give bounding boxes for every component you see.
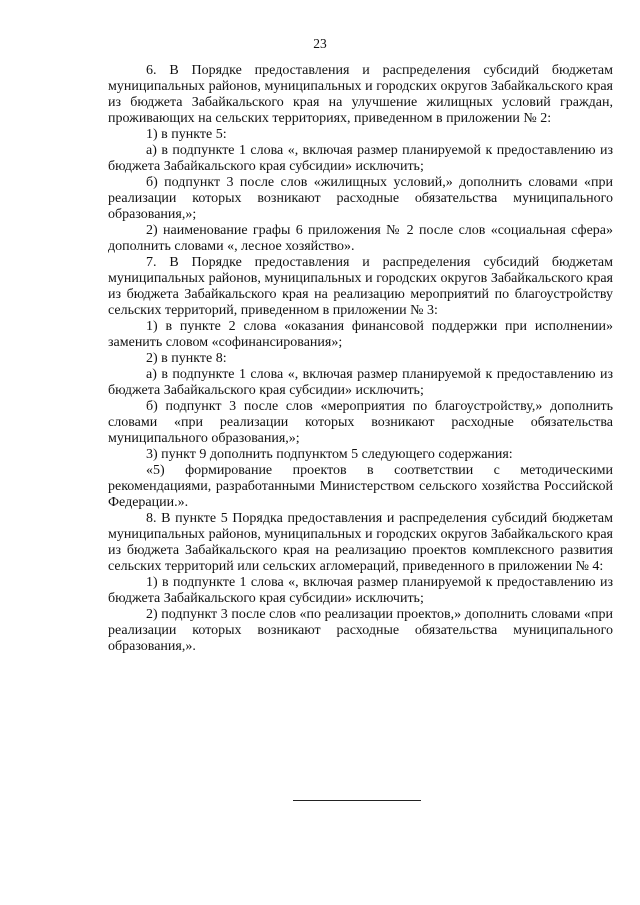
paragraph-8-item-2: 2) подпункт 3 после слов «по реализации проектов,» дополнить словами «при реализации которых возникают расходные обязательства муниципального образования,». [108, 607, 613, 654]
paragraph-6-item-1b: б) подпункт 3 после слов «жилищных условий,» дополнить словами «при реализации которых возникают расходные обязательства муниципального образования,»; [108, 175, 613, 222]
document-body [108, 63, 613, 655]
paragraph-6-intro: 6. В Порядке предоставления и распределения субсидий бюджетам муниципальных районов, муниципальных и городских округов Забайкальского края из бюджета Забайкальского края на улучшение жилищных условий граждан, проживающих на сельских территориях, приведенном в приложении № 2: [108, 63, 613, 126]
paragraph-7-item-2: 2) в пункте 8: [146, 351, 227, 366]
paragraph-8-item-1: 1) в подпункте 1 слова «, включая размер планируемой к предоставлению из бюджета Забайкальского края субсидии» исключить; [108, 575, 613, 606]
paragraph-7-intro: 7. В Порядке предоставления и распределения субсидий бюджетам муниципальных районов, муниципальных и городских округов Забайкальского края из бюджета Забайкальского края на реализацию мероприятий по благоустройству сельских территорий, приведенном в приложении № 3: [108, 255, 613, 318]
paragraph-6-item-1: 1) в пункте 5: [146, 127, 227, 142]
page-number: 23 [313, 36, 327, 51]
paragraph-7-item-1: 1) в пункте 2 слова «оказания финансовой поддержки при исполнении» заменить словом «софинансирования»; [108, 319, 613, 350]
end-of-text-rule [293, 800, 421, 801]
paragraph-8-intro: 8. В пункте 5 Порядка предоставления и распределения субсидий бюджетам муниципальных районов, муниципальных и городских округов Забайкальского края из бюджета Забайкальского края на реализацию проектов комплексного развития сельских территорий или сельских агломераций, приведенного в приложении № 4: [108, 511, 613, 574]
paragraph-7-item-3: 3) пункт 9 дополнить подпунктом 5 следующего содержания: [146, 447, 513, 462]
paragraph-7-item-2b: б) подпункт 3 после слов «мероприятия по благоустройству,» дополнить словами «при реализации которых возникают расходные обязательства муниципального образования,»; [108, 399, 613, 446]
paragraph-6-item-2: 2) наименование графы 6 приложения № 2 после слов «социальная сфера» дополнить словами «, лесное хозяйство». [108, 223, 613, 254]
paragraph-7-item-2a: а) в подпункте 1 слова «, включая размер планируемой к предоставлению из бюджета Забайкальского края субсидии» исключить; [108, 367, 613, 398]
paragraph-7-item-3-quote: «5) формирование проектов в соответствии с методическими рекомендациями, разработанными Министерством сельского хозяйства Российской Федерации.». [108, 463, 613, 510]
paragraph-6-item-1a: а) в подпункте 1 слова «, включая размер планируемой к предоставлению из бюджета Забайкальского края субсидии» исключить; [108, 143, 613, 174]
